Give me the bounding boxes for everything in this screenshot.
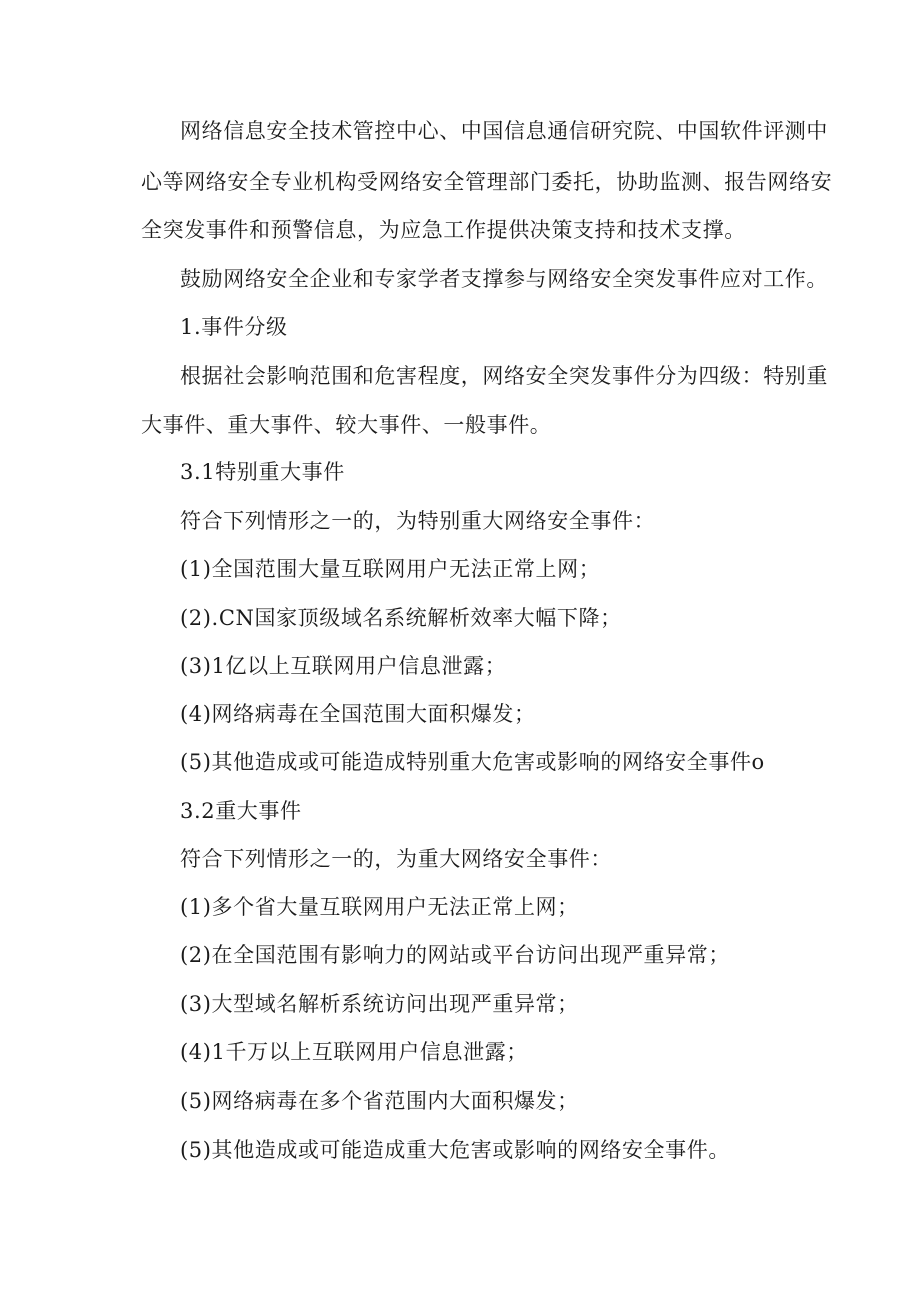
paragraph-1-line-1: 网络信息安全技术管控中心、中国信息通信研究院、中国软件评测中 <box>180 119 828 143</box>
subsection-1-intro: 符合下列情形之一的，为特别重大网络安全事件： <box>180 509 656 533</box>
list-item: (3)大型域名解析系统访问出现严重异常； <box>180 992 579 1016</box>
subsection-1-heading: 3.1特别重大事件 <box>180 460 345 484</box>
list-item: (5)其他造成或可能造成特别重大危害或影响的网络安全事件o <box>180 750 765 774</box>
list-item: (4)网络病毒在全国范围大面积爆发； <box>180 702 536 726</box>
subsection-2-intro: 符合下列情形之一的，为重大网络安全事件： <box>180 847 612 871</box>
list-item: (3)1亿以上互联网用户信息泄露； <box>180 654 507 678</box>
list-item: (5)网络病毒在多个省范围内大面积爆发； <box>180 1089 579 1113</box>
list-item: (1)全国范围大量互联网用户无法正常上网； <box>180 557 601 581</box>
list-item: (4)1千万以上互联网用户信息泄露； <box>180 1040 528 1064</box>
paragraph-1-line-2: 心等网络安全专业机构受网络安全管理部门委托，协助监测、报告网络安 <box>141 170 833 194</box>
list-item: (2).CN国家顶级域名系统解析效率大幅下降； <box>180 606 622 630</box>
paragraph-2: 鼓励网络安全企业和专家学者支撑参与网络安全突发事件应对工作。 <box>180 267 828 291</box>
list-item: (2)在全国范围有影响力的网站或平台访问出现严重异常； <box>180 943 730 967</box>
section-heading: 1.事件分级 <box>180 315 288 339</box>
paragraph-3-line-1: 根据社会影响范围和危害程度，网络安全突发事件分为四级：特别重 <box>180 364 828 388</box>
list-item: (1)多个省大量互联网用户无法正常上网； <box>180 895 579 919</box>
list-item: (5)其他造成或可能造成重大危害或影响的网络安全事件。 <box>180 1138 730 1162</box>
paragraph-1-line-3: 全突发事件和预警信息，为应急工作提供决策支持和技术支撑。 <box>141 218 746 242</box>
paragraph-3-line-2: 大事件、重大事件、较大事件、一般事件。 <box>141 413 552 437</box>
subsection-2-heading: 3.2重大事件 <box>180 799 302 823</box>
